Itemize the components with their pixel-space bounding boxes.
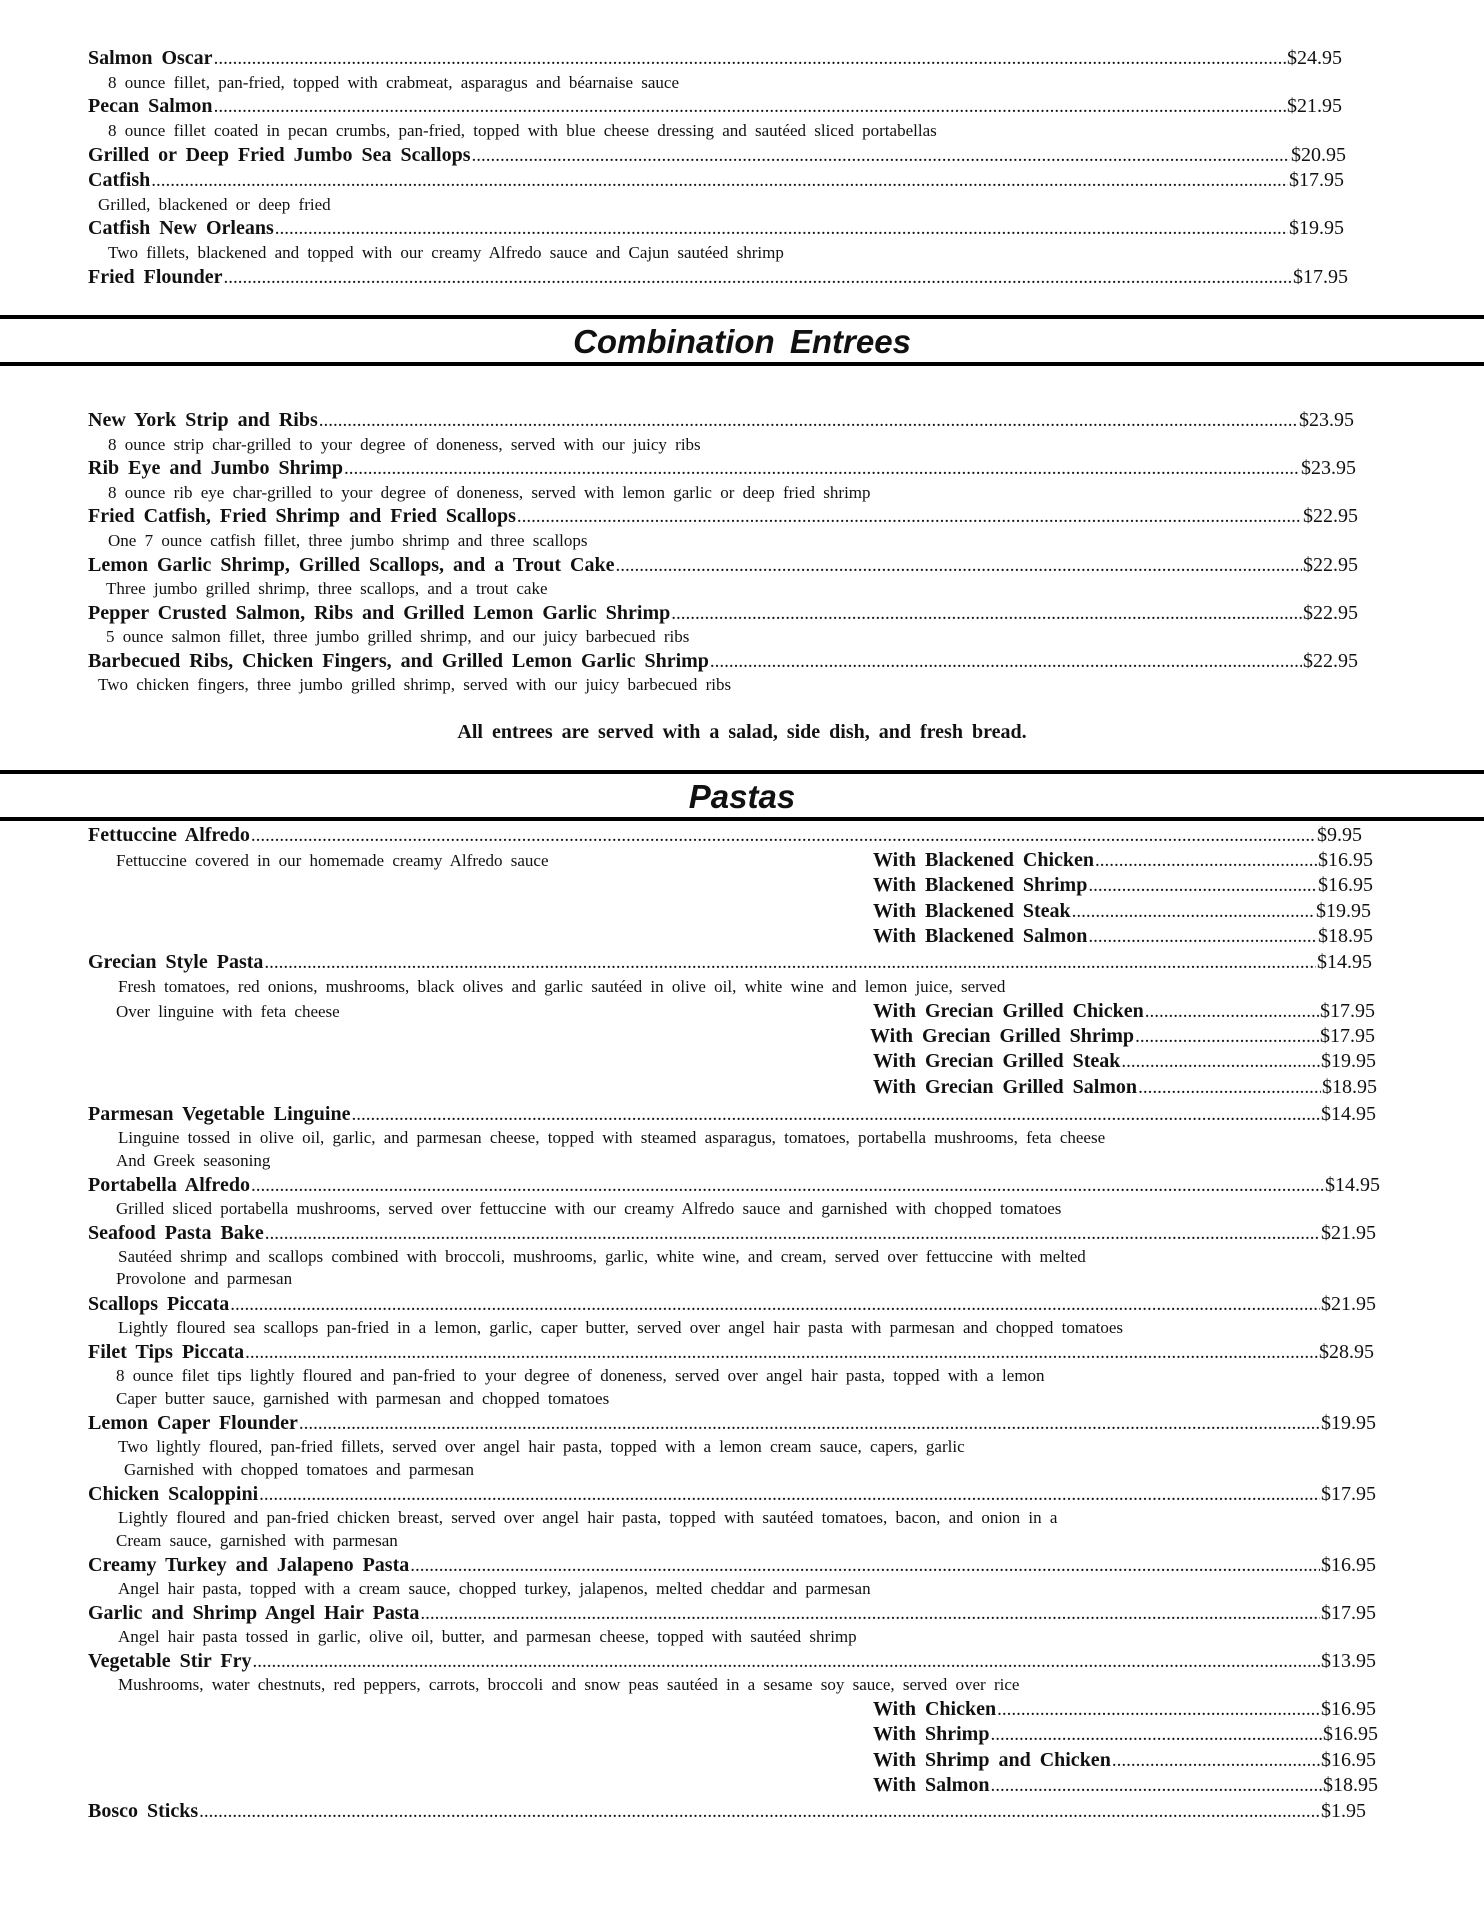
menu-item: [88, 143, 1346, 168]
item-name: Salmon Oscar: [88, 47, 213, 69]
item-description: One 7 ounce catfish fillet, three jumbo shrimp and three scallops: [108, 531, 588, 550]
item-description: Caper butter sauce, garnished with parmesan and chopped tomatoes: [116, 1389, 610, 1408]
item-description: Grilled, blackened or deep fried: [98, 195, 331, 214]
option-row: [873, 1722, 1378, 1747]
item-description: Two fillets, blackened and topped with our creamy Alfredo sauce and Cajun sautéed shrimp: [108, 243, 784, 262]
dot-leader: [1112, 1749, 1320, 1773]
item-name: Grecian Style Pasta: [88, 951, 264, 973]
option-price: $16.95: [1323, 1723, 1378, 1745]
dot-leader: [472, 144, 1290, 168]
option-price: $16.95: [1318, 874, 1373, 896]
option-price: $18.95: [1318, 925, 1373, 947]
item-price: $17.95: [1289, 169, 1344, 191]
item-price: $24.95: [1287, 47, 1342, 69]
option-name: With Shrimp and Chicken: [873, 1749, 1111, 1771]
menu-item: [88, 265, 1348, 290]
item-name: Bosco Sticks: [88, 1800, 199, 1822]
option-price: $16.95: [1321, 1749, 1376, 1771]
dot-leader: [1088, 874, 1317, 898]
menu-item: [88, 1173, 1380, 1198]
item-description: 8 ounce rib eye char-grilled to your degree of doneness, served with lemon garlic or deep fried shrimp: [108, 483, 871, 502]
dot-leader: [151, 169, 1288, 193]
item-description: 8 ounce strip char-grilled to your degree of doneness, served with our juicy ribs: [108, 435, 701, 454]
dot-leader: [299, 1412, 1320, 1436]
option-price: $19.95: [1316, 900, 1371, 922]
option-price: $18.95: [1323, 1774, 1378, 1796]
item-name: Rib Eye and Jumbo Shrimp: [88, 457, 343, 479]
item-price: $21.95: [1287, 95, 1342, 117]
item-name: Creamy Turkey and Jalapeno Pasta: [88, 1554, 410, 1576]
item-description: Three jumbo grilled shrimp, three scallops, and a trout cake: [106, 579, 548, 598]
dot-leader: [265, 1222, 1320, 1246]
item-name: Catfish New Orleans: [88, 217, 274, 239]
menu-item: [88, 1102, 1376, 1127]
item-price: $1.95: [1321, 1800, 1366, 1822]
item-price: $14.95: [1321, 1103, 1376, 1125]
menu-item: [88, 168, 1344, 193]
option-price: $19.95: [1321, 1050, 1376, 1072]
option-row: [873, 848, 1373, 873]
dot-leader: [517, 505, 1302, 529]
item-name: Lemon Caper Flounder: [88, 1412, 298, 1434]
dot-leader: [275, 217, 1288, 241]
item-price: $21.95: [1321, 1222, 1376, 1244]
item-price: $22.95: [1303, 650, 1358, 672]
item-price: $22.95: [1303, 554, 1358, 576]
item-description: Two chicken fingers, three jumbo grilled shrimp, served with our juicy barbecued ribs: [98, 675, 732, 694]
dot-leader: [1095, 849, 1317, 873]
dot-leader: [990, 1774, 1322, 1798]
item-price: $14.95: [1317, 951, 1372, 973]
section-rule: [0, 817, 1484, 821]
item-price: $28.95: [1319, 1341, 1374, 1363]
item-price: $20.95: [1291, 144, 1346, 166]
item-name: Garlic and Shrimp Angel Hair Pasta: [88, 1602, 420, 1624]
section-rule: [0, 315, 1484, 319]
item-description: Over linguine with feta cheese: [116, 1002, 340, 1021]
dot-leader: [214, 95, 1286, 119]
option-name: With Chicken: [873, 1698, 997, 1720]
menu-item: [88, 950, 1372, 975]
item-price: $19.95: [1289, 217, 1344, 239]
dot-leader: [1135, 1025, 1319, 1049]
menu-item: [88, 1601, 1376, 1626]
menu-item: [88, 1221, 1376, 1246]
dot-leader: [245, 1341, 1318, 1365]
menu-item: [88, 1340, 1374, 1365]
menu-item: [88, 1799, 1366, 1824]
dot-leader: [224, 266, 1292, 290]
option-row: [873, 1697, 1376, 1722]
dot-leader: [251, 1174, 1324, 1198]
dot-leader: [264, 951, 1316, 975]
item-name: Vegetable Stir Fry: [88, 1650, 252, 1672]
menu-item: [88, 823, 1362, 848]
section-rule: [0, 362, 1484, 366]
dot-leader: [616, 554, 1303, 578]
menu-item: [88, 216, 1344, 241]
item-description: Lightly floured sea scallops pan-fried in a lemon, garlic, caper butter, served over angel hair pasta with parmesan and chopped tomatoes: [118, 1318, 1124, 1337]
item-name: Fettuccine Alfredo: [88, 824, 250, 846]
menu-item: [88, 504, 1358, 529]
menu-item: [88, 46, 1342, 71]
option-row: [873, 1049, 1376, 1074]
dot-leader: [351, 1103, 1320, 1127]
option-price: $16.95: [1321, 1698, 1376, 1720]
item-name: Parmesan Vegetable Linguine: [88, 1103, 351, 1125]
item-price: $9.95: [1317, 824, 1362, 846]
menu-item: [88, 601, 1358, 626]
dot-leader: [199, 1800, 1320, 1824]
item-name: Lemon Garlic Shrimp, Grilled Scallops, and a Trout Cake: [88, 554, 615, 576]
dot-leader: [230, 1293, 1320, 1317]
menu-item: [88, 1553, 1376, 1578]
menu-item: [88, 1411, 1376, 1436]
section-rule: [0, 770, 1484, 774]
item-price: $23.95: [1301, 457, 1356, 479]
option-row: [873, 873, 1373, 898]
menu-item: [88, 649, 1358, 674]
item-description: 8 ounce fillet coated in pecan crumbs, pan-fried, topped with blue cheese dressing and sautéed sliced portabellas: [108, 121, 937, 140]
item-price: $17.95: [1321, 1483, 1376, 1505]
menu-item: [88, 1649, 1376, 1674]
dot-leader: [420, 1602, 1320, 1626]
item-description: Angel hair pasta, topped with a cream sauce, chopped turkey, jalapenos, melted cheddar and parmesan: [118, 1579, 871, 1598]
item-name: Barbecued Ribs, Chicken Fingers, and Grilled Lemon Garlic Shrimp: [88, 650, 709, 672]
menu-item: [88, 94, 1342, 119]
item-description: Fresh tomatoes, red onions, mushrooms, black olives and garlic sautéed in olive oil, white wine and lemon juice, served: [118, 977, 1006, 996]
item-price: $16.95: [1321, 1554, 1376, 1576]
option-price: $18.95: [1322, 1076, 1377, 1098]
menu-item: [88, 553, 1358, 578]
menu-item: [88, 408, 1354, 433]
option-name: With Grecian Grilled Salmon: [873, 1076, 1138, 1098]
option-price: $16.95: [1318, 849, 1373, 871]
item-description: Lightly floured and pan-fried chicken breast, served over angel hair pasta, topped with sautéed tomatoes, bacon, and onion in a: [118, 1508, 1058, 1527]
option-name: With Salmon: [873, 1774, 990, 1796]
item-description: Provolone and parmesan: [116, 1269, 293, 1288]
item-name: Fried Flounder: [88, 266, 223, 288]
item-name: Seafood Pasta Bake: [88, 1222, 264, 1244]
option-price: $17.95: [1320, 1000, 1375, 1022]
option-name: With Grecian Grilled Chicken: [873, 1000, 1144, 1022]
item-name: Portabella Alfredo: [88, 1174, 250, 1196]
item-description: 8 ounce fillet, pan-fried, topped with crabmeat, asparagus and béarnaise sauce: [108, 73, 680, 92]
item-description: Angel hair pasta tossed in garlic, olive oil, butter, and parmesan cheese, topped with sautéed shrimp: [118, 1627, 857, 1646]
item-price: $13.95: [1321, 1650, 1376, 1672]
option-price: $17.95: [1320, 1025, 1375, 1047]
option-row: [873, 1075, 1377, 1100]
section-title-pastas: Pastas: [688, 778, 796, 815]
item-description: Cream sauce, garnished with parmesan: [116, 1531, 398, 1550]
dot-leader: [990, 1723, 1322, 1747]
item-description: Sautéed shrimp and scallops combined with broccoli, mushrooms, garlic, white wine, and cream, served over fettuccine with melted: [118, 1247, 1086, 1266]
menu-item: [88, 1292, 1376, 1317]
section-title-combination: Combination Entrees: [573, 323, 911, 360]
item-price: $22.95: [1303, 505, 1358, 527]
dot-leader: [251, 824, 1316, 848]
menu-item: [88, 456, 1356, 481]
dot-leader: [410, 1554, 1320, 1578]
item-price: $22.95: [1303, 602, 1358, 624]
menu-item: [88, 1482, 1376, 1507]
item-name: Pepper Crusted Salmon, Ribs and Grilled Lemon Garlic Shrimp: [88, 602, 671, 624]
dot-leader: [344, 457, 1300, 481]
item-name: Fried Catfish, Fried Shrimp and Fried Scallops: [88, 505, 516, 527]
item-name: Pecan Salmon: [88, 95, 213, 117]
item-description: Mushrooms, water chestnuts, red peppers, carrots, broccoli and snow peas sautéed in a sesame soy sauce, served over rice: [118, 1675, 1020, 1694]
item-price: $14.95: [1325, 1174, 1380, 1196]
item-name: Scallops Piccata: [88, 1293, 230, 1315]
dot-leader: [1072, 900, 1315, 924]
option-name: With Grecian Grilled Steak: [873, 1050, 1121, 1072]
item-name: Catfish: [88, 169, 151, 191]
option-row: [870, 1024, 1375, 1049]
dot-leader: [319, 409, 1298, 433]
item-name: Grilled or Deep Fried Jumbo Sea Scallops: [88, 144, 471, 166]
item-description: Grilled sliced portabella mushrooms, served over fettuccine with our creamy Alfredo sauce and garnished with chopped tomatoes: [116, 1199, 1062, 1218]
option-name: With Blackened Salmon: [873, 925, 1088, 947]
option-name: With Blackened Steak: [873, 900, 1071, 922]
option-name: With Shrimp: [873, 1723, 990, 1745]
dot-leader: [1088, 925, 1317, 949]
dot-leader: [710, 650, 1302, 674]
option-row: [873, 899, 1371, 924]
option-row: [873, 1773, 1378, 1798]
option-row: [873, 1748, 1376, 1773]
dot-leader: [1121, 1050, 1320, 1074]
item-description: 8 ounce filet tips lightly floured and pan-fried to your degree of doneness, served over angel hair pasta, topped with a lemon: [116, 1366, 1045, 1385]
item-name: New York Strip and Ribs: [88, 409, 318, 431]
item-description: And Greek seasoning: [116, 1151, 271, 1170]
item-price: $17.95: [1293, 266, 1348, 288]
item-name: Filet Tips Piccata: [88, 1341, 245, 1363]
item-description: Fettuccine covered in our homemade creamy Alfredo sauce: [116, 851, 549, 870]
dot-leader: [253, 1650, 1320, 1674]
item-description: 5 ounce salmon fillet, three jumbo grilled shrimp, and our juicy barbecued ribs: [106, 627, 690, 646]
option-name: With Blackened Shrimp: [873, 874, 1088, 896]
dot-leader: [671, 602, 1302, 626]
item-price: $21.95: [1321, 1293, 1376, 1315]
option-name: With Grecian Grilled Shrimp: [870, 1025, 1135, 1047]
item-description: Two lightly floured, pan-fried fillets, served over angel hair pasta, topped with a lemon cream sauce, capers, garlic: [118, 1437, 965, 1456]
option-row: [873, 924, 1373, 949]
option-name: With Blackened Chicken: [873, 849, 1094, 871]
item-description: Linguine tossed in olive oil, garlic, and parmesan cheese, topped with steamed asparagus, tomatoes, portabella mushrooms, feta cheese: [118, 1128, 1106, 1147]
item-price: $23.95: [1299, 409, 1354, 431]
dot-leader: [1145, 1000, 1319, 1024]
item-name: Chicken Scaloppini: [88, 1483, 259, 1505]
dot-leader: [1138, 1076, 1321, 1100]
dot-leader: [997, 1698, 1320, 1722]
entrees-note: All entrees are served with a salad, side dish, and fresh bread.: [457, 721, 1027, 743]
dot-leader: [259, 1483, 1320, 1507]
dot-leader: [214, 47, 1286, 71]
option-row: [873, 999, 1375, 1024]
item-price: $19.95: [1321, 1412, 1376, 1434]
item-price: $17.95: [1321, 1602, 1376, 1624]
item-description: Garnished with chopped tomatoes and parmesan: [124, 1460, 474, 1479]
